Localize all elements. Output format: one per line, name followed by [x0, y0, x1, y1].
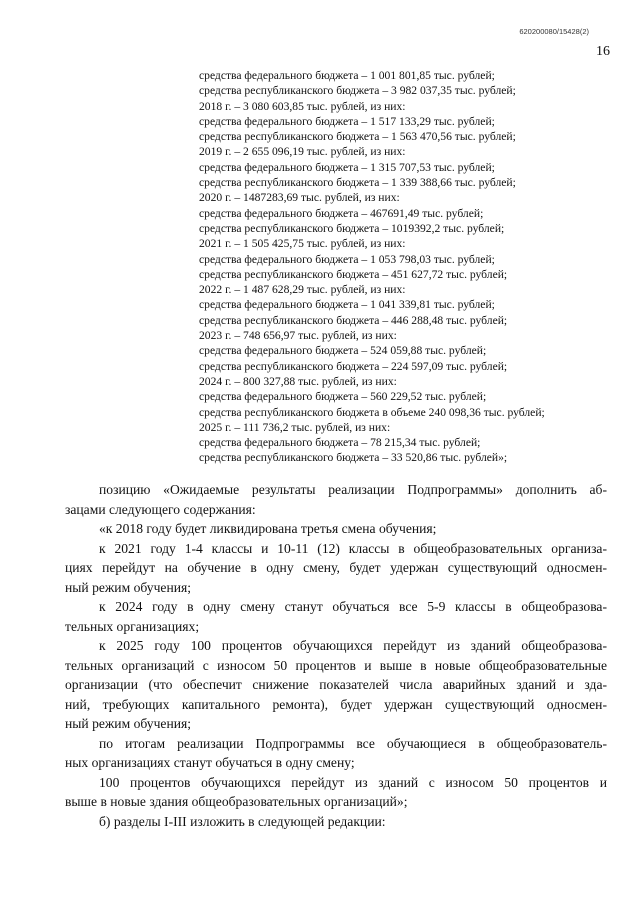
- paragraph-line: ных организациях станут обучаться в одну смену;: [65, 755, 355, 770]
- document-body: [65, 480, 607, 831]
- paragraph-line: по итогам реализации Подпрограммы все обучающиеся в общеобразователь-: [99, 735, 607, 751]
- funding-line: средства федерального бюджета – 524 059,88 тыс. рублей;: [199, 344, 487, 358]
- paragraph-line: циях перейдут на обучение в одну смену, будет удержан существующий односмен-: [65, 560, 607, 575]
- paragraph: [99, 812, 607, 832]
- funding-line: средства федерального бюджета – 560 229,52 тыс. рублей;: [199, 390, 487, 404]
- funding-list: [199, 68, 619, 466]
- funding-line: средства федерального бюджета – 1 001 801,85 тыс. рублей;: [199, 69, 495, 82]
- paragraph-line: ний, требующих капитального ремонта), будет удержан существующий односмен-: [65, 696, 607, 712]
- funding-line: средства республиканского бюджета – 1 339 388,66 тыс. рублей;: [199, 176, 516, 190]
- funding-year-line: 2022 г. – 1 487 628,29 тыс. рублей, из них:: [199, 283, 406, 297]
- funding-line: средства республиканского бюджета – 3 982 037,35 тыс. рублей;: [199, 84, 516, 98]
- funding-line: средства федерального бюджета – 78 215,34 тыс. рублей;: [199, 436, 481, 450]
- paragraph: [99, 519, 607, 539]
- paragraph: [65, 480, 607, 519]
- paragraph: [65, 539, 607, 598]
- paragraph-line: «к 2018 году будет ликвидирована третья смена обучения;: [99, 521, 437, 536]
- funding-year-line: 2023 г. – 748 656,97 тыс. рублей, из них:: [199, 329, 397, 343]
- funding-line: средства федерального бюджета – 467691,49 тыс. рублей;: [199, 206, 484, 220]
- funding-line: средства республиканского бюджета – 451 627,72 тыс. рублей;: [199, 267, 508, 281]
- paragraph-line: организации (что обеспечит снижение показателей числа аварийных зданий и зда-: [65, 677, 607, 692]
- paragraph: [65, 773, 607, 812]
- paragraph-line: к 2025 году 100 процентов обучающихся перейдут из зданий общеобразова-: [99, 638, 607, 653]
- funding-year-line: 2021 г. – 1 505 425,75 тыс. рублей, из них:: [199, 237, 406, 251]
- paragraph-line: к 2021 году 1-4 классы и 10-11 (12) классы в общеобразовательных организа-: [99, 540, 607, 556]
- funding-line: средства федерального бюджета – 1 041 339,81 тыс. рублей;: [199, 298, 495, 312]
- paragraph-line: к 2024 году в одну смену станут обучаться все 5-9 классы в общеобразова-: [99, 599, 607, 614]
- funding-line: средства республиканского бюджета – 33 520,86 тыс. рублей»;: [199, 451, 508, 465]
- funding-line: средства республиканского бюджета в объеме 240 098,36 тыс. рублей;: [199, 405, 545, 419]
- funding-year-line: 2020 г. – 1487283,69 тыс. рублей, из них:: [199, 191, 400, 205]
- paragraph: [65, 734, 607, 773]
- paragraph: [65, 636, 607, 734]
- funding-year-line: 2024 г. – 800 327,88 тыс. рублей, из них:: [199, 374, 397, 388]
- funding-line: средства республиканского бюджета – 1 563 470,56 тыс. рублей;: [199, 130, 516, 144]
- funding-year-line: 2018 г. – 3 080 603,85 тыс. рублей, из них:: [199, 99, 406, 113]
- page-number: 16: [596, 44, 610, 59]
- document-id: 620200080/15428(2): [519, 27, 589, 36]
- paragraph-line: 100 процентов обучающихся перейдут из зданий с износом 50 процентов и: [99, 774, 607, 790]
- funding-line: средства республиканского бюджета – 1019392,2 тыс. рублей;: [199, 221, 505, 235]
- funding-line: средства республиканского бюджета – 446 288,48 тыс. рублей;: [199, 313, 508, 327]
- funding-line: средства федерального бюджета – 1 315 707,53 тыс. рублей;: [199, 160, 495, 174]
- funding-year-line: 2019 г. – 2 655 096,19 тыс. рублей, из них:: [199, 145, 406, 159]
- funding-line: средства республиканского бюджета – 224 597,09 тыс. рублей;: [199, 359, 508, 373]
- paragraph-line: ный режим обучения;: [65, 716, 192, 731]
- funding-line: средства федерального бюджета – 1 053 798,03 тыс. рублей;: [199, 252, 495, 266]
- paragraph-line: выше в новые здания общеобразовательных организаций»;: [65, 794, 408, 809]
- paragraph-line: тельных организаций с износом 50 процентов и выше в новые общеобразовательные: [65, 657, 607, 673]
- paragraph-line: б) разделы I-III изложить в следующей редакции:: [99, 813, 386, 829]
- paragraph-line: зацами следующего содержания:: [65, 501, 256, 517]
- paragraph-line: тельных организациях;: [65, 618, 200, 634]
- funding-year-line: 2025 г. – 111 736,2 тыс. рублей, из них:: [199, 420, 391, 434]
- funding-line: средства федерального бюджета – 1 517 133,29 тыс. рублей;: [199, 114, 495, 128]
- paragraph: [65, 597, 607, 636]
- paragraph-line: ный режим обучения;: [65, 579, 192, 595]
- paragraph-line: позицию «Ожидаемые результаты реализации Подпрограммы» дополнить аб-: [99, 482, 607, 497]
